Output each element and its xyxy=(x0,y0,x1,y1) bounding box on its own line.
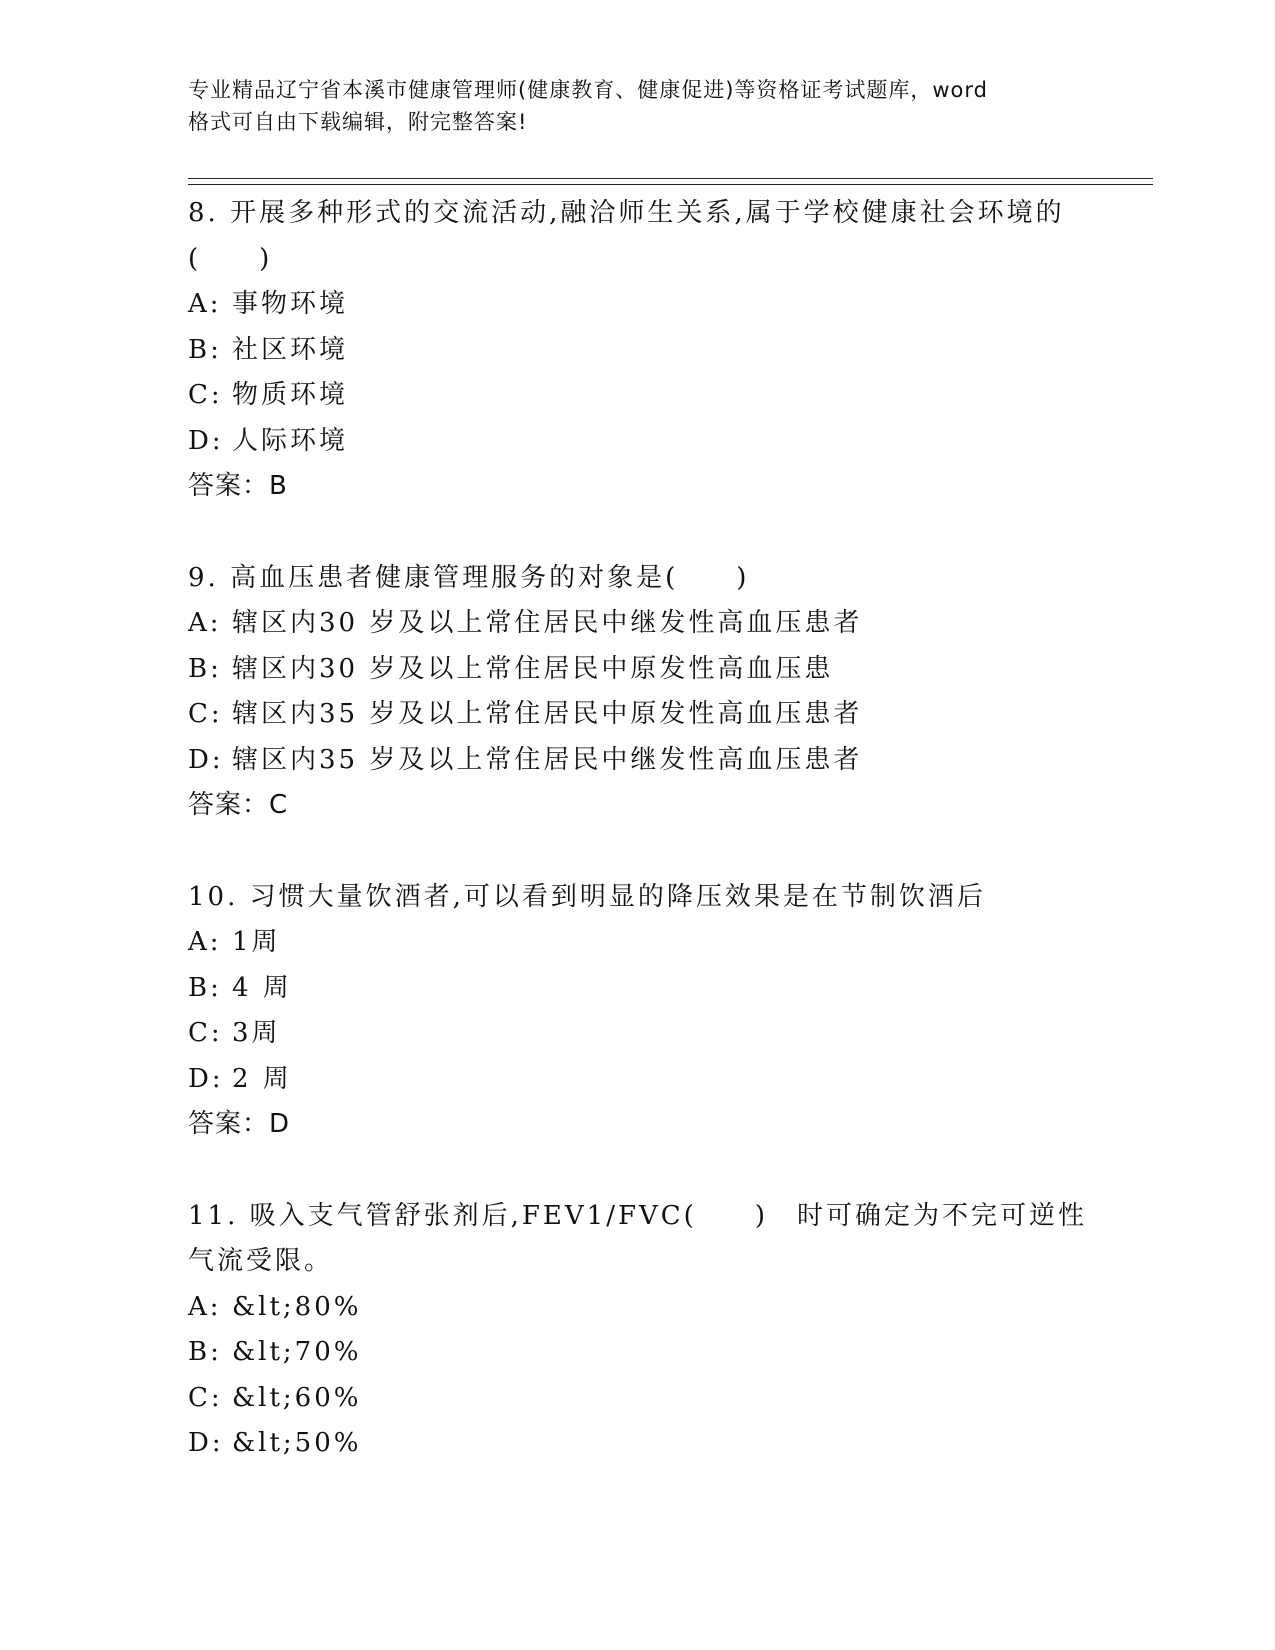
question-stem-continued: ( ) xyxy=(188,243,273,274)
option-text: 辖区内30 岁及以上常住居民中继发性高血压患者 xyxy=(232,608,863,638)
option-letter: B: xyxy=(188,334,222,365)
option-letter: D: xyxy=(188,744,224,775)
option-a xyxy=(188,601,1088,647)
answer-line xyxy=(188,464,1088,510)
question-stem: 10. 习惯大量饮酒者,可以看到明显的降压效果是在节制饮酒后 xyxy=(188,881,986,912)
option-letter: B: xyxy=(188,653,222,684)
answer-value: D xyxy=(269,1109,291,1139)
option-a xyxy=(188,920,1088,966)
option-text: 事物环境 xyxy=(232,289,349,319)
option-letter: C: xyxy=(188,1018,223,1048)
header-line-1: 专业精品辽宁省本溪市健康管理师(健康教育、健康促进)等资格证考试题库，word xyxy=(188,78,989,102)
question-stem: 9. 高血压患者健康管理服务的对象是( ) xyxy=(188,562,750,593)
option-text: &lt;70% xyxy=(232,1337,362,1367)
option-a xyxy=(188,1285,1088,1331)
answer-value: C xyxy=(269,790,289,820)
option-letter: D: xyxy=(188,1428,224,1458)
option-a xyxy=(188,282,1088,328)
answer-label: 答案： xyxy=(188,1109,270,1139)
answer-line xyxy=(188,783,1088,829)
option-text: 2 周 xyxy=(232,1063,292,1094)
option-text: 辖区内35 岁及以上常住居民中原发性高血压患者 xyxy=(232,699,863,729)
option-text: 辖区内35 岁及以上常住居民中继发性高血压患者 xyxy=(232,744,863,775)
option-letter: D: xyxy=(188,425,224,456)
option-c xyxy=(188,373,1088,419)
option-letter: C: xyxy=(188,380,223,410)
option-letter: A: xyxy=(188,1291,222,1322)
option-letter: D: xyxy=(188,1063,224,1094)
option-text: 人际环境 xyxy=(232,425,349,456)
question-stem-continued: 气流受限。 xyxy=(188,1246,334,1276)
option-d xyxy=(188,738,1088,784)
question-8 xyxy=(188,191,1088,510)
option-c xyxy=(188,1376,1088,1422)
option-text: 辖区内30 岁及以上常住居民中原发性高血压患 xyxy=(232,653,834,684)
option-letter: B: xyxy=(188,972,222,1003)
answer-label: 答案： xyxy=(188,471,270,501)
option-b xyxy=(188,1330,1088,1376)
header-rule-top xyxy=(188,178,1153,179)
option-letter: A: xyxy=(188,927,222,957)
question-10 xyxy=(188,875,1088,1148)
question-9 xyxy=(188,556,1088,829)
answer-label: 答案： xyxy=(188,790,270,820)
option-text: 3周 xyxy=(232,1018,281,1048)
question-11 xyxy=(188,1194,1088,1467)
question-stem: 8. 开展多种形式的交流活动,融洽师生关系,属于学校健康社会环境的 xyxy=(188,198,1065,228)
option-c xyxy=(188,1011,1088,1057)
option-letter: A: xyxy=(188,608,222,638)
option-text: &lt;80% xyxy=(232,1291,362,1322)
option-b xyxy=(188,647,1088,693)
option-d xyxy=(188,1421,1088,1467)
document-header xyxy=(188,74,1088,138)
option-text: 4 周 xyxy=(232,972,292,1003)
option-b xyxy=(188,966,1088,1012)
option-letter: B: xyxy=(188,1337,222,1367)
question-list xyxy=(188,191,1088,1513)
header-rule-bottom xyxy=(188,184,1153,185)
option-c xyxy=(188,692,1088,738)
option-letter: C: xyxy=(188,1382,223,1413)
option-text: 1周 xyxy=(232,927,281,957)
option-letter: C: xyxy=(188,699,223,729)
option-d xyxy=(188,419,1088,465)
option-text: 物质环境 xyxy=(232,380,349,410)
option-d xyxy=(188,1057,1088,1103)
answer-line xyxy=(188,1102,1088,1148)
option-text: &lt;60% xyxy=(232,1382,362,1413)
option-text: &lt;50% xyxy=(232,1428,362,1458)
option-b xyxy=(188,328,1088,374)
option-letter: A: xyxy=(188,289,222,319)
option-text: 社区环境 xyxy=(232,334,349,365)
header-line-2: 格式可自由下载编辑，附完整答案! xyxy=(188,110,528,134)
question-stem: 11. 吸入支气管舒张剂后,FEV1/FVC( ) 时可确定为不完可逆性 xyxy=(188,1200,1087,1231)
answer-value: B xyxy=(269,471,288,501)
